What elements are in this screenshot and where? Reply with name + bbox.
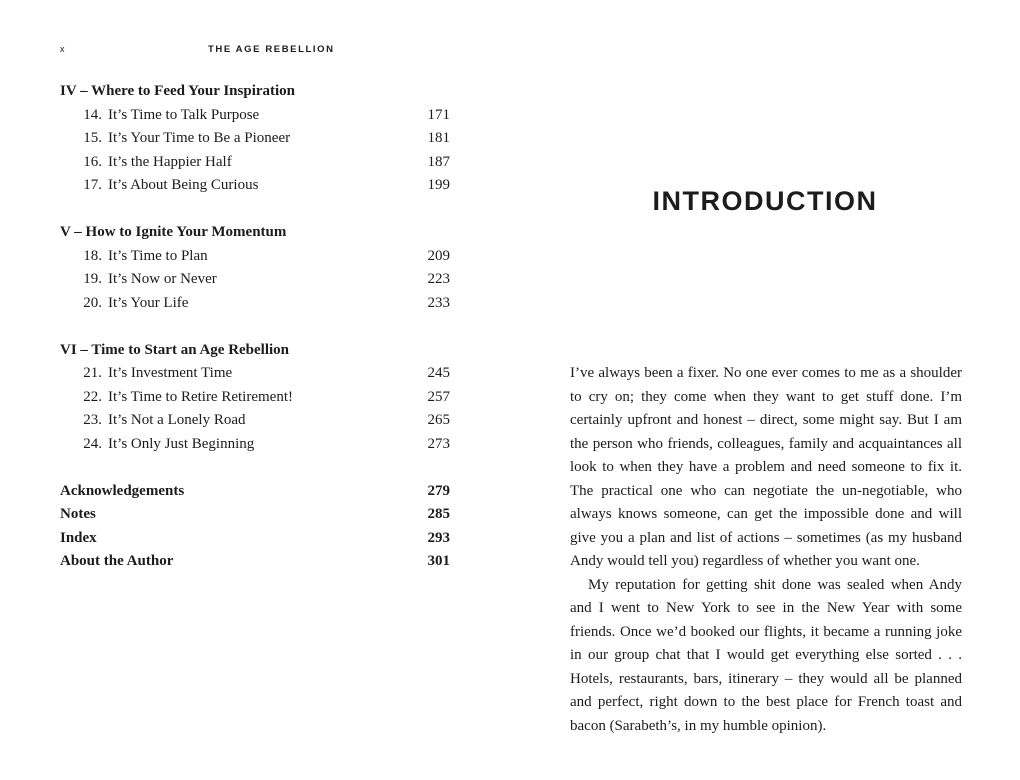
toc-back-matter xyxy=(60,480,452,574)
toc-entry xyxy=(60,386,452,410)
chapter-title: It’s the Happier Half xyxy=(108,153,232,170)
chapter-number: 20. xyxy=(83,294,102,311)
chapter-title: It’s Time to Plan xyxy=(108,247,208,264)
chapter-title: It’s Investment Time xyxy=(108,365,233,381)
toc-entry xyxy=(60,409,452,433)
part-title: V – How to Ignite Your Momentum xyxy=(60,224,287,240)
page-ref: 285 xyxy=(427,506,450,522)
chapter-number: 14. xyxy=(83,106,102,123)
chapter-title: It’s Your Time to Be a Pioneer xyxy=(108,130,291,146)
page-ref: 265 xyxy=(427,412,450,428)
toc-entry xyxy=(60,550,452,574)
chapter-title: It’s Time to Talk Purpose xyxy=(108,106,260,123)
toc-entry xyxy=(60,127,452,151)
chapter-number: 19. xyxy=(83,271,102,287)
chapter-title: It’s Time to Retire Retirement! xyxy=(108,388,293,405)
body-paragraph: I’ve always been a fixer. No one ever comes to me as a shoulder to cry on; they come when they want to get stuff done. I’m certainly upfront and honest – direct, some might say. But I am the person who friends, colleagues, family and acquaintances all look to when they have a problem and need someone to fix it. The practical one who can negotiate the un-negotiable, who always knows someone, can get the impossible done and will give you a plan and list of actions – sometimes (as my husband Andy would tell you) regardless of whether you want one. xyxy=(570,365,962,569)
toc-entry xyxy=(60,292,452,316)
toc-entry xyxy=(60,245,452,269)
toc-entry xyxy=(60,174,452,198)
chapter-title: It’s Only Just Beginning xyxy=(108,435,255,452)
back-matter-title: Acknowledgements xyxy=(60,482,185,499)
page-number: x xyxy=(60,44,66,54)
part-title: IV – Where to Feed Your Inspiration xyxy=(60,83,296,99)
back-matter-title: About the Author xyxy=(60,553,174,569)
chapter-title: It’s Your Life xyxy=(108,294,189,311)
toc-entry xyxy=(60,362,452,386)
toc-entry xyxy=(60,151,452,175)
page-ref: 301 xyxy=(427,553,450,569)
body-paragraph: My reputation for getting shit done was sealed when Andy and I went to New York to see in the New Year with some friends. Once we’d booked our flights, it became a running joke in our group chat that I would get everything else sorted . . . Hotels, restaurants, bars, itinerary – they would all be planned and perfect, right down to the best place for French toast and bacon (Sarabeth’s, in my humble opinion). xyxy=(570,576,962,734)
chapter-title: It’s Not a Lonely Road xyxy=(108,412,246,428)
toc-entry xyxy=(60,104,452,128)
page-ref: 187 xyxy=(427,153,450,170)
page-ref: 257 xyxy=(427,388,450,405)
page-ref: 245 xyxy=(427,365,450,381)
page-ref: 171 xyxy=(427,106,450,123)
page-ref: 279 xyxy=(427,482,450,499)
back-matter-title: Notes xyxy=(60,506,96,522)
toc-entry xyxy=(60,503,452,527)
chapter-number: 17. xyxy=(83,177,102,193)
toc-part xyxy=(60,221,452,315)
toc-entry xyxy=(60,480,452,504)
page-ref: 233 xyxy=(427,294,450,311)
chapter-number: 15. xyxy=(83,130,102,146)
toc-entry xyxy=(60,433,452,457)
toc-part xyxy=(60,339,452,457)
introduction-body xyxy=(570,362,962,738)
page-ref: 209 xyxy=(427,247,450,264)
chapter-number: 22. xyxy=(83,388,102,405)
toc-entry xyxy=(60,268,452,292)
toc-part xyxy=(60,80,452,198)
chapter-number: 23. xyxy=(83,412,102,428)
page-ref: 199 xyxy=(427,177,450,193)
toc-entry xyxy=(60,527,452,551)
chapter-number: 24. xyxy=(83,435,102,452)
page-ref: 273 xyxy=(427,435,450,452)
table-of-contents xyxy=(60,80,452,574)
chapter-heading: INTRODUCTION xyxy=(652,186,878,216)
page-ref: 223 xyxy=(427,271,450,287)
page-ref: 293 xyxy=(427,529,450,546)
chapter-number: 18. xyxy=(83,247,102,264)
chapter-number: 16. xyxy=(83,153,102,170)
chapter-title: It’s About Being Curious xyxy=(108,177,259,193)
page-ref: 181 xyxy=(427,130,450,146)
chapter-title: It’s Now or Never xyxy=(108,271,217,287)
back-matter-title: Index xyxy=(60,529,97,546)
part-title: VI – Time to Start an Age Rebellion xyxy=(60,341,290,358)
running-title: THE AGE REBELLION xyxy=(208,44,335,55)
chapter-number: 21. xyxy=(83,365,102,381)
